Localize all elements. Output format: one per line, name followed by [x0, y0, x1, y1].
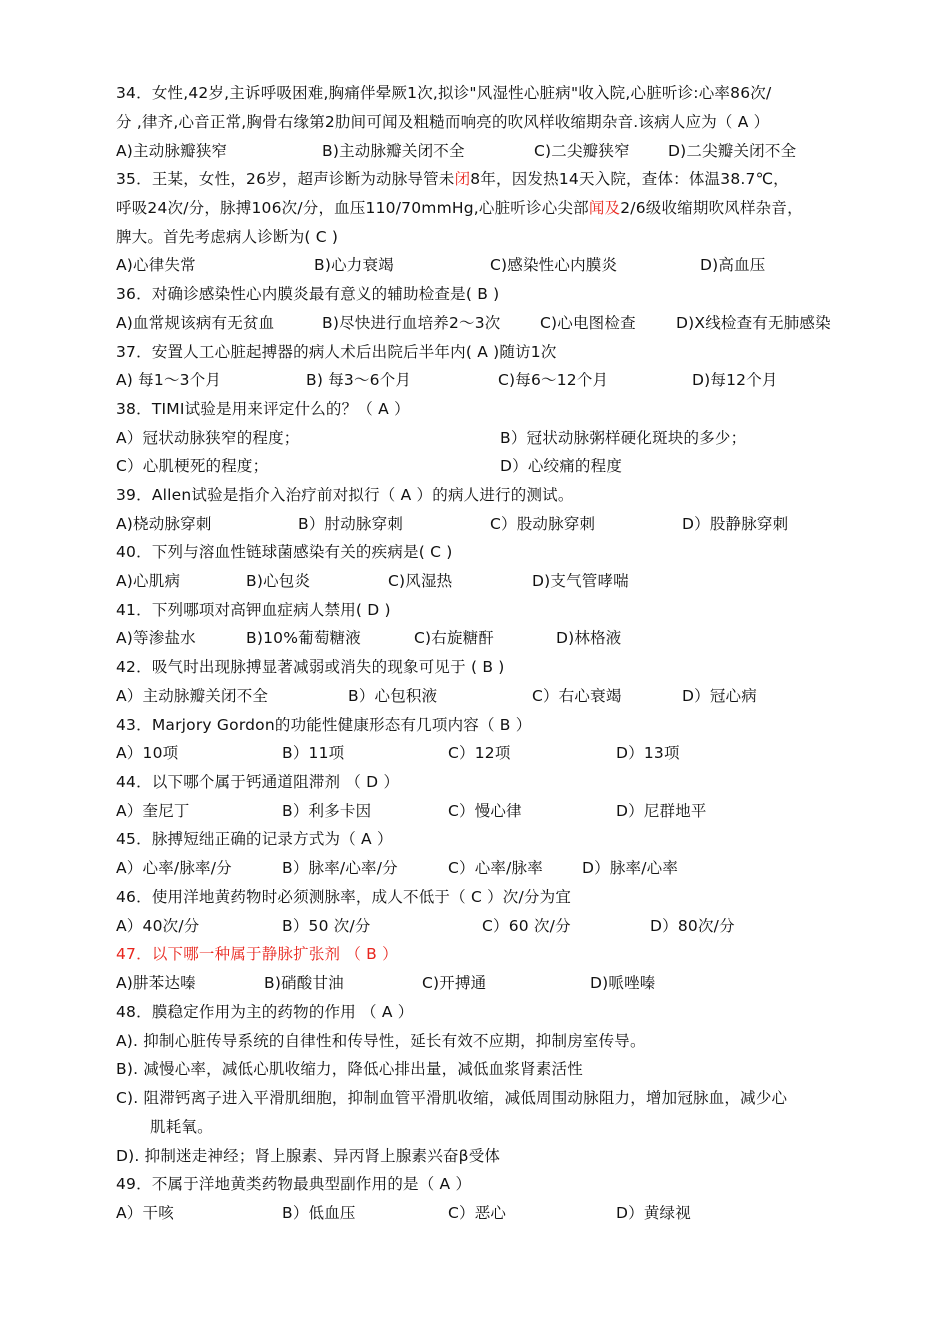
- question-45-option-c: C）心率/脉率: [448, 859, 543, 877]
- question-42-options: [116, 682, 842, 711]
- question-42-stem: 42．吸气时出现脉搏显著减弱或消失的现象可见于 ( B ): [116, 658, 505, 676]
- question-38-options-row2: [116, 452, 842, 481]
- question-47-options: [116, 969, 842, 998]
- question-44-stem: 44．以下哪个属于钙通道阻滞剂 （ D ）: [116, 773, 400, 791]
- question-49-option-c: C）恶心: [448, 1204, 507, 1222]
- question-48-option-c-continued: 肌耗氧。: [150, 1118, 213, 1136]
- question-48-stem: 48．膜稳定作用为主的药物的作用 （ A ）: [116, 1003, 414, 1021]
- question-35-stem-line2-red: 闻及: [588, 199, 621, 217]
- question-49-option-d: D）黄绿视: [616, 1204, 691, 1222]
- question-44-options: [116, 797, 842, 826]
- question-49-stem: 49．不属于洋地黄类药物最典型副作用的是（ A ）: [116, 1175, 472, 1193]
- question-34-stem-line1: 34．女性,42岁,主诉呼吸困难,胸痛伴晕厥1次,拟诊"风湿性心脏病"收入院,心脏听诊:心率86次/: [116, 84, 772, 102]
- question-35-stem-line1: [116, 165, 842, 194]
- question-35-stem-line1-red: 闭: [454, 170, 471, 188]
- question-44-option-a: A）奎尼丁: [116, 802, 190, 820]
- question-41-option-c: C)右旋糖酐: [414, 629, 495, 647]
- question-44-option-d: D）尼群地平: [616, 802, 707, 820]
- question-47-option-d: D)哌唑嗪: [590, 974, 656, 992]
- question-47-option-b: B)硝酸甘油: [264, 974, 344, 992]
- question-39-option-d: D）股静脉穿刺: [682, 515, 789, 533]
- question-38-option-c: C）心肌梗死的程度；: [116, 457, 269, 475]
- question-47-option-c: C)开搏通: [422, 974, 487, 992]
- question-44-option-b: B）利多卡因: [282, 802, 372, 820]
- question-36-option-b: B)尽快进行血培养2～3次: [322, 314, 501, 332]
- question-34-option-d: D)二尖瓣关闭不全: [668, 142, 797, 160]
- question-38-stem: 38．TIMI试验是用来评定什么的？（ A ）: [116, 400, 410, 418]
- question-37-option-d: D)每12个月: [692, 371, 778, 389]
- question-38-option-d: D）心绞痛的程度: [500, 457, 623, 475]
- question-47-stem: 47．以下哪一种属于静脉扩张剂 （ B ）: [116, 945, 398, 963]
- question-36-option-a: A)血常规该病有无贫血: [116, 314, 275, 332]
- question-45-option-a: A）心率/脉率/分: [116, 859, 232, 877]
- question-40-stem: 40．下列与溶血性链球菌感染有关的疾病是( C ): [116, 543, 453, 561]
- question-35-stem-line1-text-a: 35．王某，女性，26岁，超声诊断为动脉导管未: [116, 170, 455, 188]
- question-42-option-d: D）冠心病: [682, 687, 757, 705]
- question-36-options: [116, 309, 842, 338]
- question-36-option-d: D)X线检查有无肺感染: [676, 314, 831, 332]
- question-45-option-d: D）脉率/心率: [582, 859, 679, 877]
- question-37-stem: 37．安置人工心脏起搏器的病人术后出院后半年内( A )随访1次: [116, 343, 557, 361]
- question-34-option-c: C)二尖瓣狭窄: [534, 142, 630, 160]
- question-47-option-a: A)肼苯达嗪: [116, 974, 196, 992]
- question-40-option-b: B)心包炎: [246, 572, 311, 590]
- question-41-option-b: B)10%葡萄糖液: [246, 629, 361, 647]
- question-45-option-b: B）脉率/心率/分: [282, 859, 398, 877]
- question-40-option-a: A)心肌病: [116, 572, 181, 590]
- question-43-option-a: A）10项: [116, 744, 179, 762]
- question-35-stem-line2-text-b: 2/6级收缩期吹风样杂音，: [620, 199, 803, 217]
- question-42-option-a: A）主动脉瓣关闭不全: [116, 687, 269, 705]
- question-41-option-d: D)林格液: [556, 629, 622, 647]
- question-40-option-d: D)支气管哮喘: [532, 572, 629, 590]
- question-46-option-a: A）40次/分: [116, 917, 200, 935]
- question-35-stem-line3: 脾大。首先考虑病人诊断为( C ): [116, 228, 339, 246]
- question-38-option-a: A）冠状动脉狭窄的程度；: [116, 429, 300, 447]
- question-41-stem: 41．下列哪项对高钾血症病人禁用( D ): [116, 601, 391, 619]
- question-37-option-c: C)每6～12个月: [498, 371, 609, 389]
- question-40-option-c: C)风湿热: [388, 572, 453, 590]
- question-46-options: [116, 912, 842, 941]
- question-35-stem-line1-text-b: 8年，因发热14天入院，查体：体温38.7℃，: [470, 170, 789, 188]
- question-46-option-c: C）60 次/分: [482, 917, 571, 935]
- question-45-options: [116, 854, 842, 883]
- question-41-option-a: A)等渗盐水: [116, 629, 196, 647]
- question-48-option-a: A). 抑制心脏传导系统的自律性和传导性，延长有效不应期，抑制房室传导。: [116, 1032, 646, 1050]
- question-38-option-b: B）冠状动脉粥样硬化斑块的多少；: [500, 429, 747, 447]
- question-46-stem: 46．使用洋地黄药物时必须测脉率，成人不低于（ C ）次/分为宜: [116, 888, 572, 906]
- question-35-option-c: C)感染性心内膜炎: [490, 256, 618, 274]
- question-42-option-b: B）心包积液: [348, 687, 438, 705]
- question-49-option-a: A）干咳: [116, 1204, 174, 1222]
- question-46-option-b: B）50 次/分: [282, 917, 371, 935]
- question-35-option-b: B)心力衰竭: [314, 256, 394, 274]
- question-35-stem-line2: [116, 194, 842, 223]
- question-35-option-d: D)高血压: [700, 256, 766, 274]
- question-43-option-d: D）13项: [616, 744, 680, 762]
- question-46-option-d: D）80次/分: [650, 917, 735, 935]
- question-48-option-c: C). 阻滞钙离子进入平滑肌细胞，抑制血管平滑肌收缩，减低周围动脉阻力，增加冠脉血，减少心: [116, 1089, 788, 1107]
- question-34-option-a: A)主动脉瓣狭窄: [116, 142, 228, 160]
- question-37-option-b: B) 每3～6个月: [306, 371, 412, 389]
- question-43-stem: 43．Marjory Gordon的功能性健康形态有几项内容（ B ）: [116, 716, 532, 734]
- question-35-stem-line2-text-a: 呼吸24次/分，脉搏106次/分，血压110/70mmHg,心脏听诊心尖部: [116, 199, 589, 217]
- question-38-options-row1: [116, 424, 842, 453]
- question-43-option-c: C）12项: [448, 744, 511, 762]
- question-40-options: [116, 567, 842, 596]
- question-42-option-c: C）右心衰竭: [532, 687, 622, 705]
- question-39-stem: 39．Allen试验是指介入治疗前对拟行（ A ）的病人进行的测试。: [116, 486, 574, 504]
- question-39-option-b: B）肘动脉穿刺: [298, 515, 404, 533]
- question-34-option-b: B)主动脉瓣关闭不全: [322, 142, 465, 160]
- question-39-option-c: C）股动脉穿刺: [490, 515, 596, 533]
- question-34-options: [116, 137, 842, 166]
- question-34-stem-line2: 分 ,律齐,心音正常,胸骨右缘第2肋间可闻及粗糙而响亮的吹风样收缩期杂音.该病人应为（ A ）: [116, 113, 770, 131]
- question-48-option-d: D). 抑制迷走神经；肾上腺素、异丙肾上腺素兴奋β受体: [116, 1147, 501, 1165]
- question-44-option-c: C）慢心律: [448, 802, 522, 820]
- question-49-options: [116, 1199, 842, 1228]
- question-36-stem: 36．对确诊感染性心内膜炎最有意义的辅助检查是( B ): [116, 285, 500, 303]
- question-39-option-a: A)桡动脉穿刺: [116, 515, 212, 533]
- question-43-option-b: B）11项: [282, 744, 345, 762]
- question-48-option-b: B). 减慢心率，减低心肌收缩力，降低心排出量，减低血浆肾素活性: [116, 1060, 583, 1078]
- question-39-options: [116, 510, 842, 539]
- question-49-option-b: B）低血压: [282, 1204, 356, 1222]
- question-37-options: [116, 366, 842, 395]
- question-35-option-a: A)心律失常: [116, 256, 196, 274]
- question-36-option-c: C)心电图检查: [540, 314, 636, 332]
- question-35-options: [116, 251, 842, 280]
- question-43-options: [116, 739, 842, 768]
- question-37-option-a: A) 每1～3个月: [116, 371, 222, 389]
- question-45-stem: 45．脉搏短绌正确的记录方式为（ A ）: [116, 830, 393, 848]
- question-41-options: [116, 624, 842, 653]
